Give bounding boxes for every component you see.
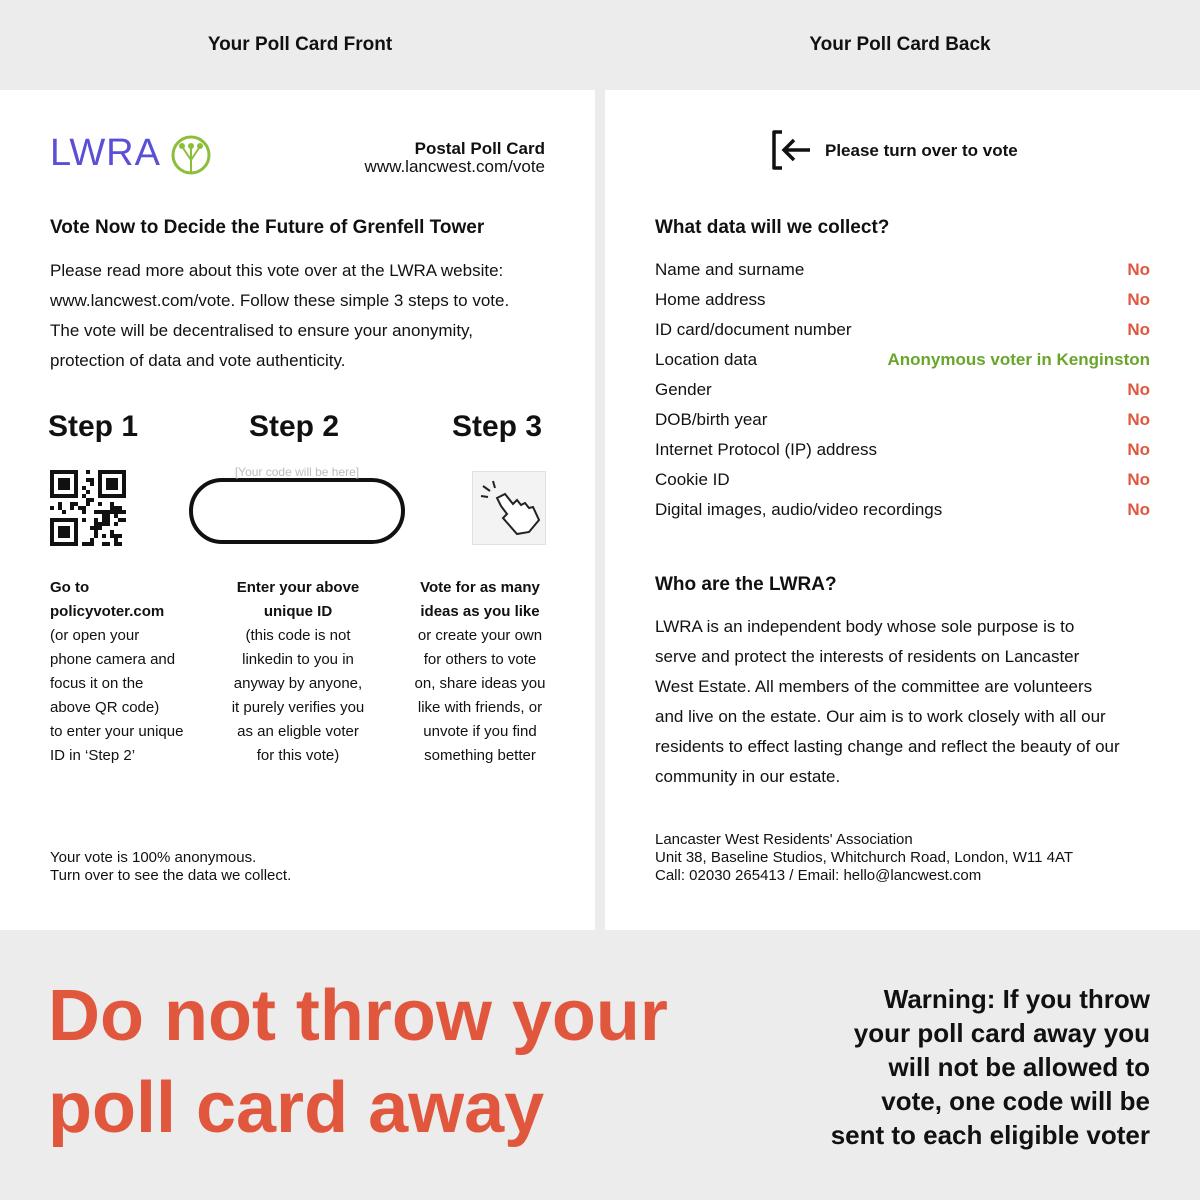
vote-url[interactable]: www.lancwest.com/vote [364, 157, 545, 176]
data-row-value: No [1127, 500, 1150, 519]
click-hand-icon [472, 471, 546, 545]
data-heading: What data will we collect? [655, 217, 890, 238]
association-address: Lancaster West Residents' Association Unit 38, Baseline Studios, Whitchurch Road, London, W11 4AT Call: 02030 265413 / Email: hello@lancwest.com [655, 831, 1074, 884]
data-row-value: No [1127, 260, 1150, 279]
data-row [655, 440, 1150, 460]
lwra-logo: LWRA [50, 132, 161, 174]
step3-instructions: Vote for as many ideas as you like or create your own for others to vote on, share ideas you like with friends, or unvote if you find something better [414, 579, 546, 764]
card-type: Postal Poll Card [414, 139, 545, 158]
turn-over-text: Please turn over to vote [825, 141, 1018, 160]
data-row-value: No [1127, 380, 1150, 399]
turn-over-arrow-icon [768, 128, 814, 172]
step1-title: Step 1 [48, 410, 139, 443]
data-row-label: DOB/birth year [655, 410, 768, 429]
data-row-label: Digital images, audio/video recordings [655, 500, 943, 519]
data-row-label: ID card/document number [655, 320, 852, 339]
front-footer: Your vote is 100% anonymous. Turn over to see the data we collect. [50, 849, 292, 884]
data-row-label: Cookie ID [655, 470, 730, 489]
data-row-value: Anonymous voter in Kenginston [887, 350, 1150, 369]
data-row-label: Home address [655, 290, 766, 309]
data-row [655, 470, 1150, 490]
step2-title: Step 2 [249, 410, 340, 443]
data-row [655, 320, 1150, 340]
qr-code-icon[interactable] [50, 470, 126, 546]
who-paragraph: LWRA is an independent body whose sole purpose is to serve and protect the interests of residents on Lancaster West Estate. All members of the committee are volunteers and live on the estate. Our aim is to work closely with all our residents to effect lasting change and reflect the beauty of our community in our estate. [655, 617, 1120, 786]
front-header: Your Poll Card Front [207, 34, 393, 55]
banner-headline: Do not throw your poll card away [48, 976, 668, 1148]
data-row-label: Gender [655, 380, 712, 399]
data-row-value: No [1127, 290, 1150, 309]
data-row-value: No [1127, 410, 1150, 429]
data-row-value: No [1127, 440, 1150, 459]
data-row-label: Name and surname [655, 260, 805, 279]
step2-instructions: Enter your above unique ID (this code is not linkedin to you in anyway by anyone, it purely verifies you as an eligble voter for this vote) [231, 579, 365, 764]
code-placeholder: [Your code will be here] [234, 465, 360, 479]
data-row [655, 410, 1150, 430]
data-row-value: No [1127, 470, 1150, 489]
banner-warning: Warning: If you throw your poll card away you will not be allowed to vote, one code will be sent to each eligible voter [830, 984, 1150, 1150]
data-row [655, 260, 1150, 280]
front-heading: Vote Now to Decide the Future of Grenfell Tower [50, 217, 485, 238]
back-header: Your Poll Card Back [809, 34, 991, 55]
data-row [655, 350, 1150, 370]
data-row [655, 500, 1150, 520]
step3-title: Step 3 [452, 410, 543, 443]
data-row [655, 290, 1150, 310]
data-row-value: No [1127, 320, 1150, 339]
unique-code-box [189, 478, 405, 544]
data-row-label: Location data [655, 350, 758, 369]
data-row [655, 380, 1150, 400]
step1-instructions: Go to policyvoter.com (or open your phone camera and focus it on the above QR code) to enter your unique ID in ‘Step 2’ [50, 579, 184, 764]
data-row-label: Internet Protocol (IP) address [655, 440, 878, 459]
tree-logo-icon [170, 134, 212, 176]
who-heading: Who are the LWRA? [655, 574, 837, 595]
intro-paragraph: Please read more about this vote over at the LWRA website: www.lancwest.com/vote. Follow these simple 3 steps to vote. The vote will be decentralised to ensure your anonymity, protection of data and vote authenticity. [50, 261, 510, 370]
